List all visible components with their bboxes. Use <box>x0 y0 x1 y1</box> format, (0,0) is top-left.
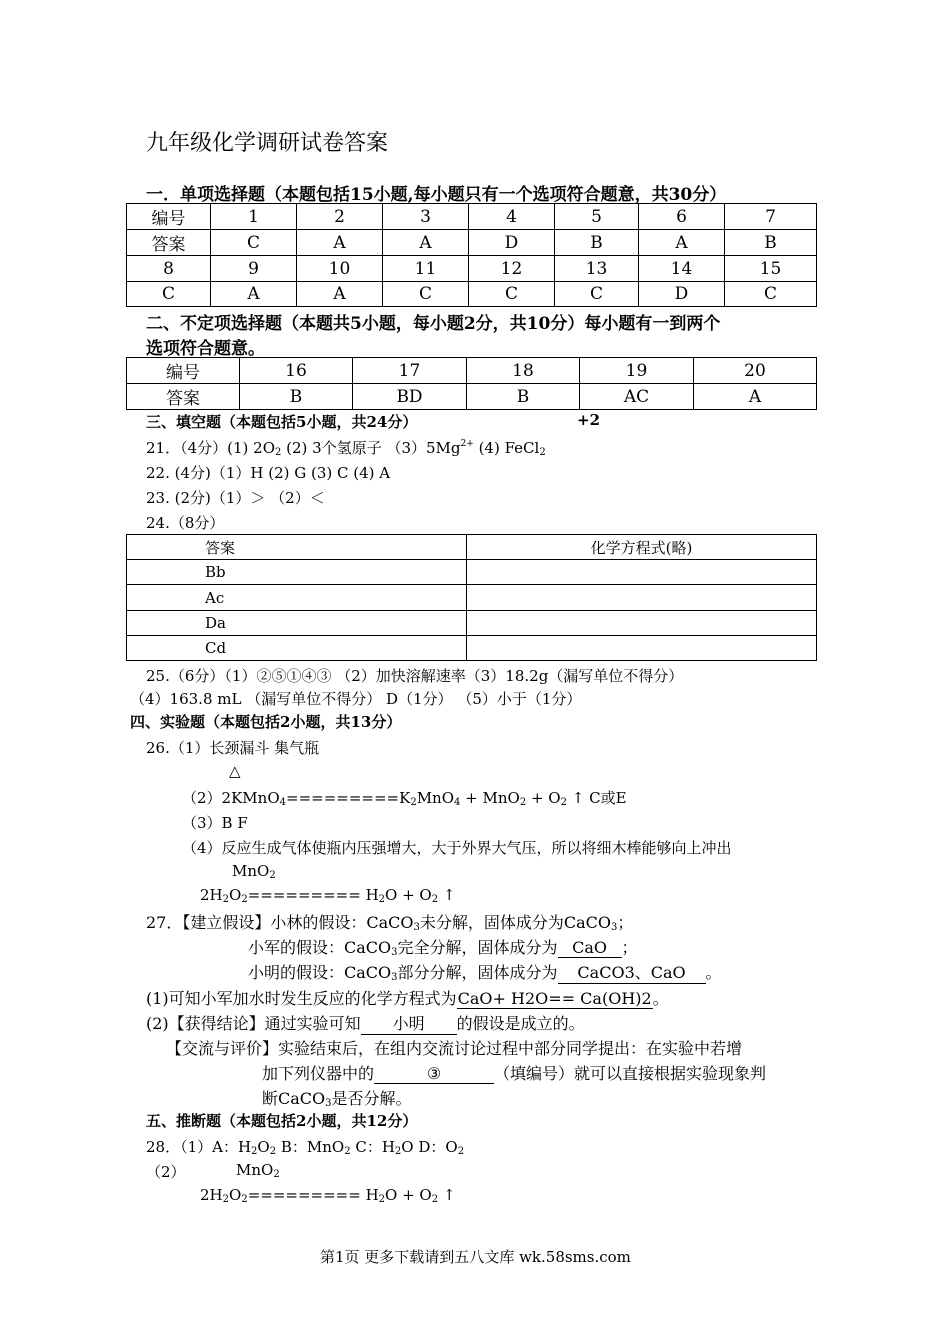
q27-line3 <box>248 960 722 984</box>
table-cell: C <box>469 282 555 307</box>
table-cell: 9 <box>211 256 297 282</box>
subscript: 2 <box>344 1146 351 1157</box>
q28-catalyst <box>236 1161 280 1180</box>
q25-line2: （4）163.8 mL （漏写单位不得分） D（1分） （5）小于（1分） <box>130 690 582 708</box>
table-cell-empty <box>467 636 817 661</box>
q27-line7 <box>262 1061 766 1084</box>
table-cell: A <box>383 230 469 256</box>
text: 小明的假设：CaCO <box>248 963 392 982</box>
table-cell: A <box>639 230 725 256</box>
table-cell-empty <box>467 585 817 611</box>
q27-line8 <box>262 1086 412 1109</box>
q28-1-line <box>146 1136 464 1157</box>
subscript: 4 <box>279 797 286 808</box>
table-cell: 18 <box>467 358 580 384</box>
section1-answer-table <box>126 203 817 307</box>
answer-blank: CaO+ H2O== Ca(OH)2 <box>457 989 652 1008</box>
subscript: 2 <box>273 1169 280 1180</box>
subscript: 2 <box>241 894 248 905</box>
q27-line1 <box>146 910 633 933</box>
table-row <box>127 636 817 661</box>
table-cell: 编号 <box>127 358 240 384</box>
table-cell-empty <box>467 560 817 585</box>
text: 断CaCO <box>262 1089 326 1108</box>
table-header-answer: 答案 <box>127 535 467 560</box>
eq-part: ↑ <box>438 886 456 904</box>
text: 。 <box>652 989 669 1008</box>
subscript: 2 <box>269 1146 277 1157</box>
answer-blank: ③ <box>374 1064 494 1084</box>
table-cell: 13 <box>555 256 639 282</box>
eq-part: ========= H <box>247 1186 379 1204</box>
subscript: 2 <box>378 894 386 905</box>
catalyst-label: MnO <box>236 1161 274 1179</box>
table-cell: A <box>211 282 297 307</box>
table-cell: 12 <box>469 256 555 282</box>
q21-sub-a: 2 <box>275 447 282 458</box>
text: 是否分解。 <box>331 1089 412 1108</box>
table-cell: C <box>555 282 639 307</box>
q26-2-part-a: （2）2KMnO <box>182 789 280 807</box>
page-footer: 第1页 更多下载请到五八文库 wk.58sms.com <box>320 1248 631 1266</box>
text: ； <box>617 913 634 932</box>
table-header-equation: 化学方程式(略) <box>467 535 817 560</box>
q26-2-part-c: MnO <box>416 789 455 807</box>
table-cell: C <box>383 282 469 307</box>
table-cell: Ac <box>127 585 467 611</box>
q21-part-c: (4) FeCl <box>473 439 540 457</box>
table-cell: 17 <box>353 358 467 384</box>
table-row <box>127 358 817 384</box>
q26-2-part-b: =========K <box>286 789 411 807</box>
q26-2-part-d: + MnO <box>460 789 520 807</box>
subscript: 2 <box>394 1146 402 1157</box>
eq-part: O <box>229 886 242 904</box>
table-cell: Da <box>127 611 467 636</box>
table-cell: 10 <box>297 256 383 282</box>
subscript: 3 <box>391 972 398 983</box>
text: ； <box>621 938 638 957</box>
q21-part-b: (2) 3个氢原子 （3）5Mg <box>281 439 461 457</box>
eq-part: 2H <box>200 1186 223 1204</box>
table-cell: 19 <box>580 358 694 384</box>
subscript: 2 <box>519 797 527 808</box>
section4-heading: 四、实验题（本题包括2小题，共13分） <box>130 713 402 731</box>
table-cell: 1 <box>211 204 297 230</box>
valence-plus2: +2 <box>577 411 601 429</box>
table-cell: 编号 <box>127 204 211 230</box>
table-cell: 14 <box>639 256 725 282</box>
text: B：MnO <box>276 1138 345 1156</box>
q28-2-label: （2） <box>146 1163 186 1181</box>
subscript: 3 <box>611 922 618 933</box>
table-cell: B <box>555 230 639 256</box>
table-row <box>127 560 817 585</box>
text: O <box>257 1138 270 1156</box>
answer-blank: CaCO3、CaO <box>558 960 706 984</box>
eq-part: ↑ <box>438 1186 456 1204</box>
text: (1)可知小军加水时发生反应的化学方程式为 <box>146 989 457 1008</box>
table-row <box>127 230 817 256</box>
table-cell: D <box>639 282 725 307</box>
subscript: 2 <box>410 797 417 808</box>
eq-part: 2H <box>200 886 223 904</box>
text: 小军的假设：CaCO <box>248 938 392 957</box>
section1-heading: 一．单项选择题（本题包括15小题,每小题只有一个选项符合题意，共30分） <box>146 185 727 205</box>
subscript: 2 <box>251 1146 258 1157</box>
table-cell: D <box>469 230 555 256</box>
q26-4-line: （4）反应生成气体使瓶内压强增大，大于外界大气压，所以将细木棒能够向上冲出 <box>182 839 732 857</box>
q22-line: 22. (4分)（1）H (2) G (3) C (4) A <box>146 464 391 482</box>
table-row <box>127 535 817 560</box>
subscript: 3 <box>325 1098 332 1109</box>
text: 完全分解，固体成分为 <box>397 938 558 957</box>
table-cell-empty <box>467 611 817 636</box>
table-cell: 15 <box>725 256 817 282</box>
eq-part: O + O <box>385 1186 432 1204</box>
table-row <box>127 256 817 282</box>
eq-part: O <box>229 1186 242 1204</box>
q24-line: 24.（8分） <box>146 514 225 532</box>
q21-sub-c: 2 <box>539 447 546 458</box>
q24-table <box>126 534 817 661</box>
subscript: 2 <box>222 894 229 905</box>
q26-2-part-e: + O <box>526 789 561 807</box>
section3-heading: 三、填空题（本题包括5小题，共24分） <box>146 413 418 431</box>
q26-2-part-f: ↑ C或E <box>566 789 627 807</box>
q26-catalyst <box>232 862 276 881</box>
q21-line <box>146 437 546 458</box>
answer-blank: CaO <box>558 938 622 958</box>
catalyst-label: MnO <box>232 862 270 880</box>
heat-triangle: △ <box>229 762 241 780</box>
table-cell: 8 <box>127 256 211 282</box>
section2-answer-table <box>126 357 817 410</box>
text: 加下列仪器中的 <box>262 1064 375 1083</box>
text: 27．【建立假设】小林的假设：CaCO <box>146 913 414 932</box>
text: 28．（1）A：H <box>146 1138 252 1156</box>
subscript: 2 <box>457 1146 465 1157</box>
q25-line1: 25.（6分）（1）②⑤①④③ （2）加快溶解速率（3）18.2g（漏写单位不得分） <box>146 667 684 685</box>
table-cell: B <box>725 230 817 256</box>
text: C：H <box>350 1138 395 1156</box>
subscript: 2 <box>222 1194 229 1205</box>
table-cell: 答案 <box>127 384 240 410</box>
page-title: 九年级化学调研试卷答案 <box>146 131 389 156</box>
answer-blank: 小明 <box>361 1011 457 1035</box>
subscript: 2 <box>431 894 439 905</box>
text: 。 <box>705 963 722 982</box>
table-cell: 5 <box>555 204 639 230</box>
q27-line4 <box>146 986 669 1009</box>
q26-equation <box>200 886 455 905</box>
section5-heading: 五、推断题（本题包括2小题，共12分） <box>146 1112 418 1130</box>
q26-2-line <box>182 787 627 808</box>
section2-heading-line2: 选项符合题意。 <box>146 339 265 359</box>
subscript: 3 <box>413 922 420 933</box>
table-cell: C <box>127 282 211 307</box>
text: 的假设是成立的。 <box>456 1014 585 1033</box>
subscript: 2 <box>378 1194 386 1205</box>
table-row <box>127 282 817 307</box>
q26-3-line: （3）B F <box>182 814 248 832</box>
table-cell: AC <box>580 384 694 410</box>
q27-line2 <box>248 935 638 958</box>
table-cell: 7 <box>725 204 817 230</box>
table-cell: Bb <box>127 560 467 585</box>
text: 未分解，固体成分为CaCO <box>419 913 612 932</box>
eq-part: O + O <box>385 886 432 904</box>
q27-line6: 【交流与评价】实验结束后，在组内交流讨论过程中部分同学提出：在实验中若增 <box>166 1039 743 1058</box>
subscript: 2 <box>269 870 276 881</box>
table-cell: B <box>240 384 353 410</box>
subscript: 2 <box>241 1194 248 1205</box>
subscript: 4 <box>454 797 461 808</box>
text: O D：O <box>401 1138 458 1156</box>
table-cell: C <box>725 282 817 307</box>
table-cell: A <box>694 384 817 410</box>
table-cell: 11 <box>383 256 469 282</box>
table-row <box>127 204 817 230</box>
q28-equation <box>200 1186 455 1205</box>
table-cell: A <box>297 282 383 307</box>
text: (2)【获得结论】通过实验可知 <box>146 1014 361 1033</box>
table-cell: 3 <box>383 204 469 230</box>
table-cell: 6 <box>639 204 725 230</box>
section2-heading-line1: 二、不定项选择题（本题共5小题，每小题2分，共10分）每小题有一到两个 <box>146 314 721 334</box>
text: （填编号）就可以直接根据实验现象判 <box>494 1064 767 1083</box>
q26-1-line: 26.（1）长颈漏斗 集气瓶 <box>146 739 320 757</box>
text: 部分分解，固体成分为 <box>397 963 558 982</box>
table-row <box>127 611 817 636</box>
table-cell: 答案 <box>127 230 211 256</box>
table-cell: BD <box>353 384 467 410</box>
subscript: 2 <box>431 1194 439 1205</box>
table-cell: B <box>467 384 580 410</box>
q23-line: 23. (2分)（1）＞ （2）＜ <box>146 489 325 507</box>
table-cell: A <box>297 230 383 256</box>
table-cell: C <box>211 230 297 256</box>
table-row <box>127 585 817 611</box>
q21-part-a: 21．（4分）(1) 2O <box>146 439 275 457</box>
q27-line5 <box>146 1011 585 1035</box>
q21-sup-b: 2+ <box>460 439 474 449</box>
table-cell: 4 <box>469 204 555 230</box>
subscript: 3 <box>391 947 398 958</box>
table-cell: 20 <box>694 358 817 384</box>
table-cell: 2 <box>297 204 383 230</box>
table-cell: Cd <box>127 636 467 661</box>
table-row <box>127 384 817 410</box>
subscript: 2 <box>560 797 567 808</box>
table-cell: 16 <box>240 358 353 384</box>
eq-part: ========= H <box>247 886 379 904</box>
